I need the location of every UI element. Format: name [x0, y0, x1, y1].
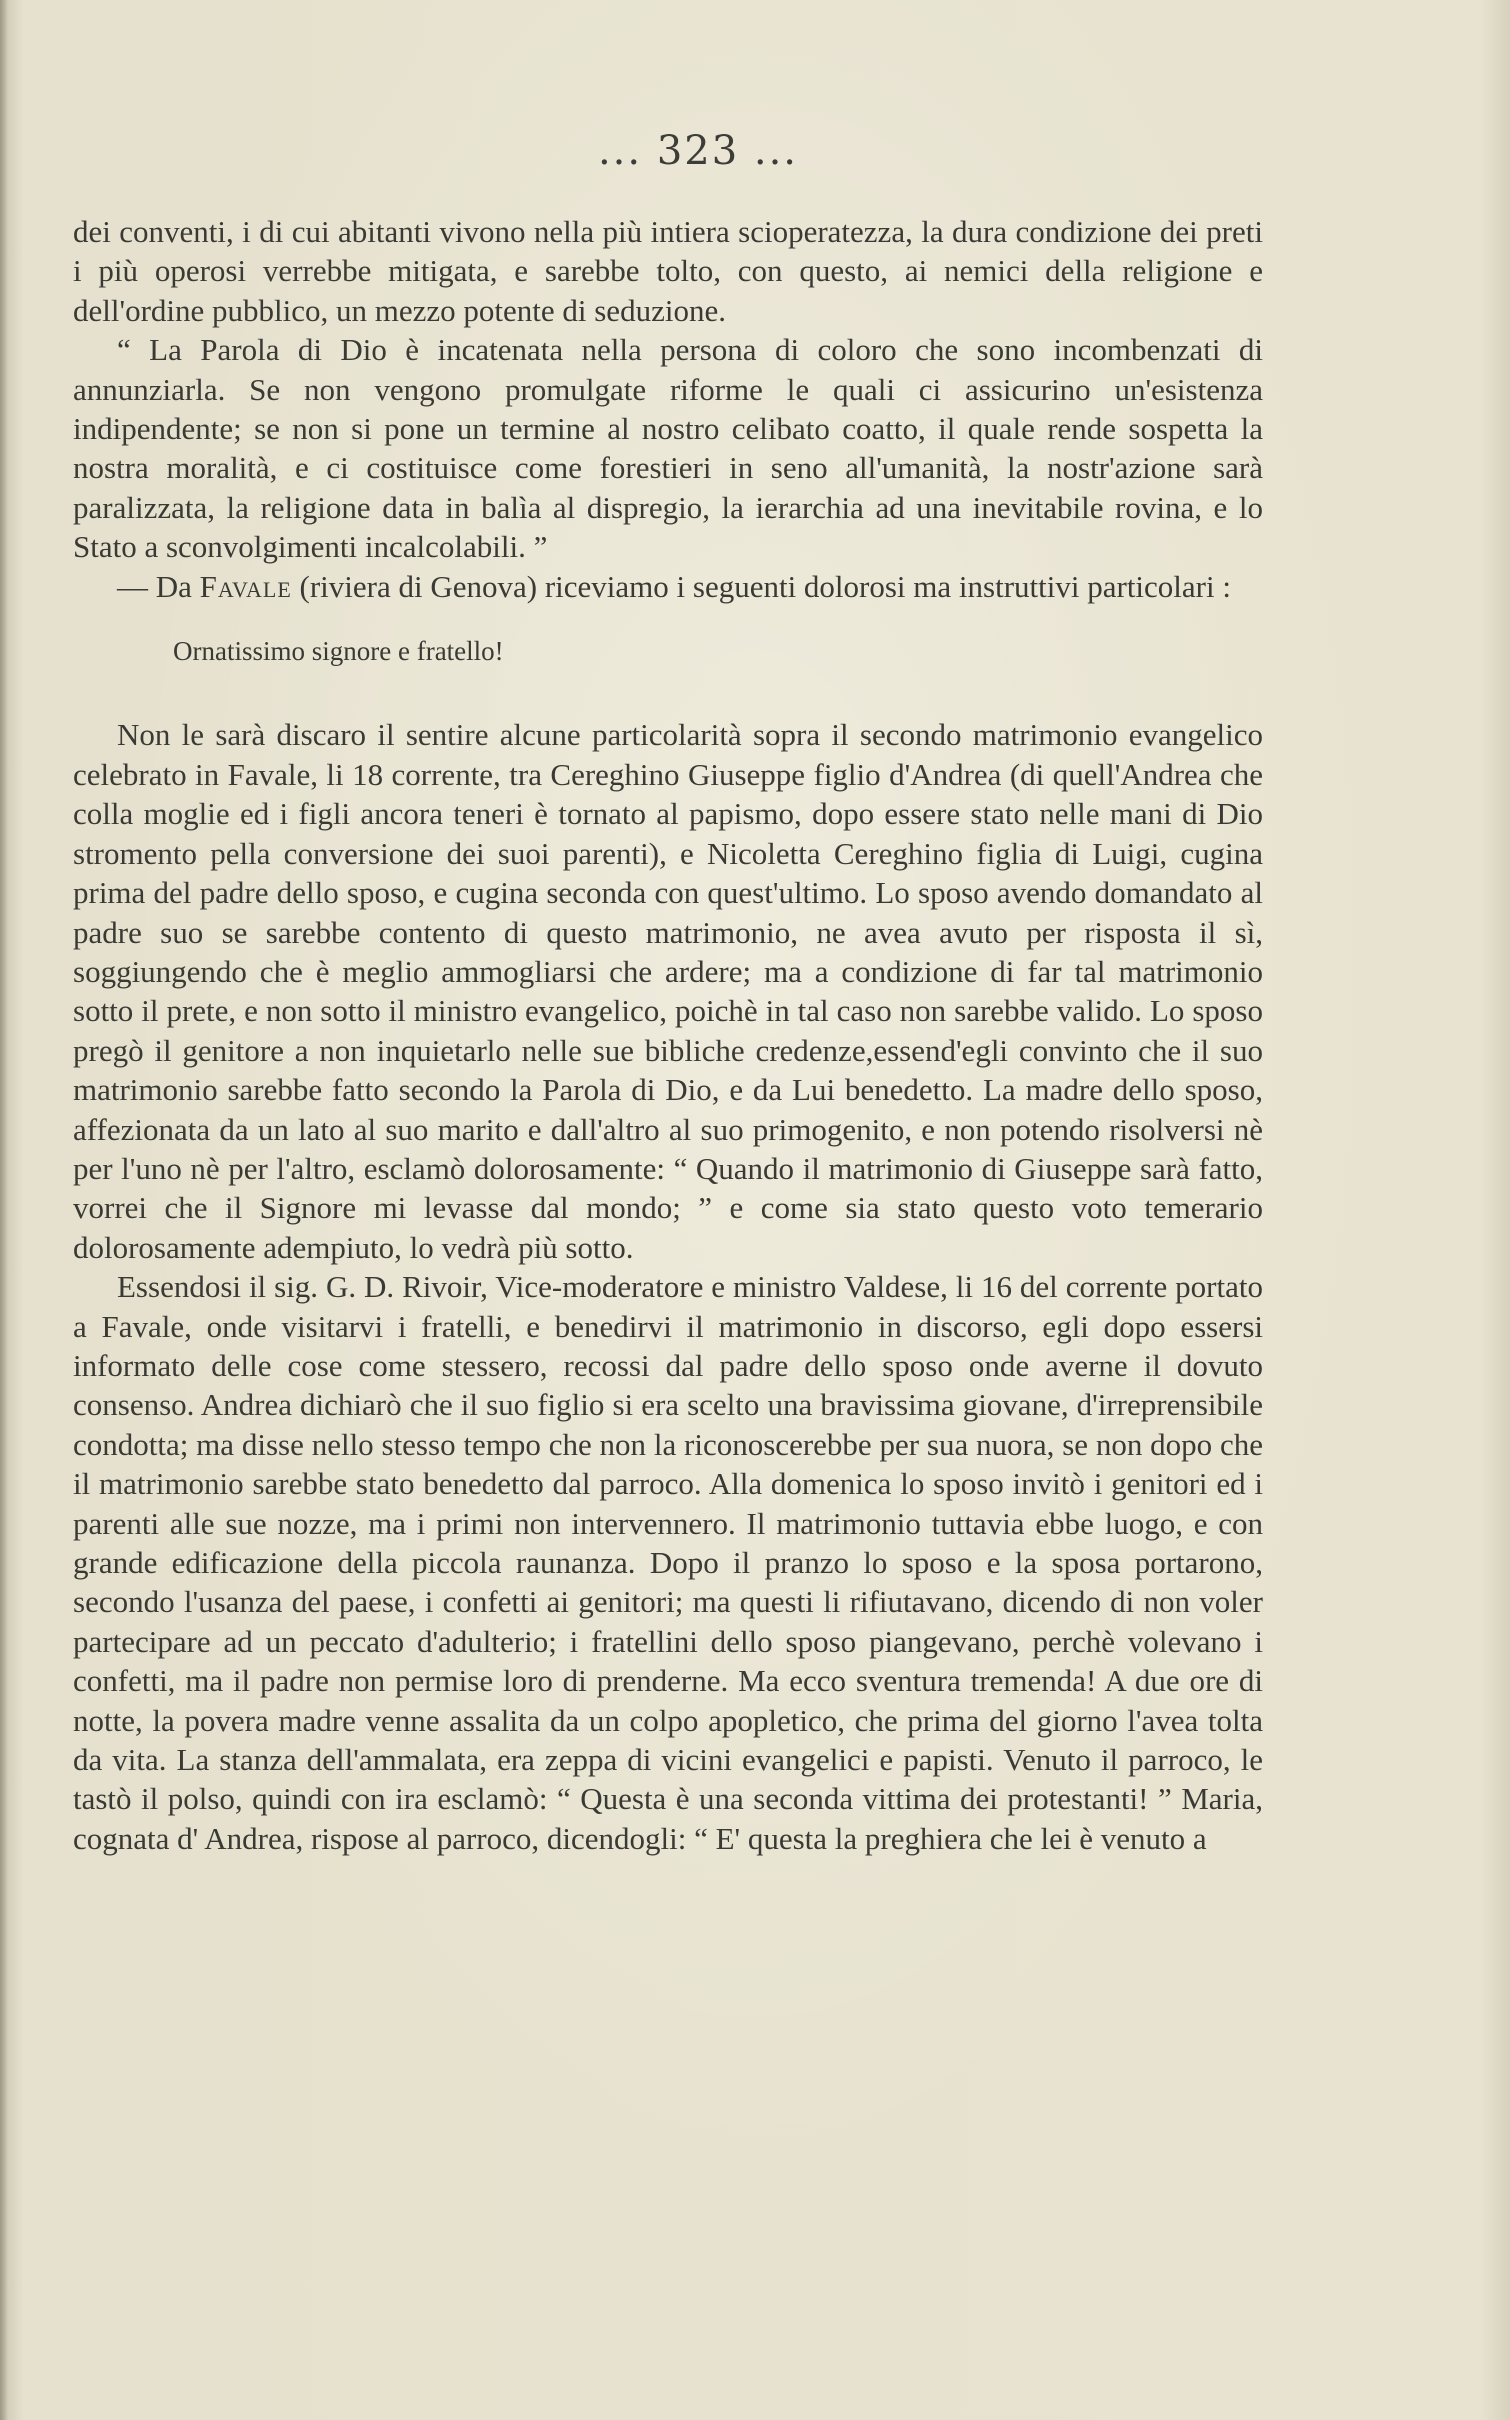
paragraph-favale-intro [73, 567, 1263, 606]
favale-intro-suffix: (riviera di Genova) riceviamo i seguenti dolorosi ma instruttivi particolari : [291, 568, 1231, 604]
document-page [73, 128, 1263, 1858]
paragraph-letter-rivoir: Essendosi il sig. G. D. Rivoir, Vice-moderatore e ministro Valdese, li 16 del corrente portato a Favale, onde visitarvi i fratelli, e benedirvi il matrimonio in discorso, egli dopo essersi informato delle cose come stessero, recossi dal padre dello sposo onde averne il dovuto consenso. Andrea dichiarò che il suo figlio si era scelto una bravissima giovane, d'irreprensibile condotta; ma disse nello stesso tempo che non la riconoscerebbe per sua nuora, se non dopo che il matrimonio sarebbe stato benedetto dal parroco. Alla domenica lo sposo invitò i genitori ed i parenti alle sue nozze, ma i primi non intervennero. Il matrimonio tuttavia ebbe luogo, e con grande edificazione della piccola raunanza. Dopo il pranzo lo sposo e la sposa portarono, secondo l'usanza del paese, i confetti ai genitori; ma questi li rifiutavano, dicendo di non voler partecipare ad un peccato d'adulterio; i fratellini dello sposo piangevano, perchè volevano i confetti, ma il padre non permise loro di prenderne. Ma ecco sventura tremenda! A due ore di notte, la povera madre venne assalita da un colpo apopletico, che prima del giorno l'avea tolta da vita. La stanza dell'ammalata, era zeppa di vicini evangelici e papisti. Venuto il parroco, le tastò il polso, quindi con ira esclamò: “ Questa è una seconda vittima dei protestanti! ” Maria, cognata d' Andrea, rispose al parroco, dicendogli: “ E' questa la preghiera che lei è venuto a [73, 1269, 1263, 1856]
paragraph-letter-matrimonio: Non le sarà discaro il sentire alcune particolarità sopra il secondo matrimonio evangelico celebrato in Favale, li 18 corrente, tra Cereghino Giuseppe figlio d'Andrea (di quell'Andrea che colla moglie ed i figli ancora teneri è tornato al papismo, dopo essere stato nelle mani di Dio stromento pella conversione dei suoi parenti), e Nicoletta Cereghino figlia di Luigi, cugina prima del padre dello sposo, e cugina seconda con quest'ultimo. Lo sposo avendo domandato al padre suo se sarebbe contento di questo matrimonio, ne avea avuto per risposta il sì, soggiungendo che è meglio ammogliarsi che ardere; ma a condizione di far tal matrimonio sotto il prete, e non sotto il ministro evangelico, poichè in tal caso non sarebbe valido. Lo sposo pregò il genitore a non inquietarlo nelle sue bibliche credenze,essend'egli convinto che il suo matrimonio sarebbe fatto secondo la Parola di Dio, e da Lui benedetto. La madre dello sposo, affezionata da un lato al suo marito e dall'altro al suo primogenito, e non potendo risolversi nè per l'uno nè per l'altro, esclamò dolorosamente: “ Quando il matrimonio di Giuseppe sarà fatto, vorrei che il Signore mi levasse dal mondo; ” e come sia stato questo voto temerario dolorosamente adempiuto, lo vedrà più sotto. [73, 717, 1263, 1265]
place-name-favale: Favale [199, 568, 292, 604]
book-spine-shadow [0, 0, 8, 2420]
favale-intro-prefix: — Da [117, 568, 200, 604]
letter-salutation: Ornatissimo signore e fratello! [173, 636, 504, 667]
paragraph-conventi: dei conventi, i di cui abitanti vivono nella più intiera scioperatezza, la dura condizione dei preti i più operosi verrebbe mitigata, e sarebbe tolto, con questo, ai nemici della religione e dell'ordine pubblico, un mezzo potente di seduzione. [73, 214, 1263, 328]
paragraph-parola-di-dio: “ La Parola di Dio è incatenata nella persona di coloro che sono incombenzati di annunziarla. Se non vengono promulgate riforme le quali ci assicurino un'esistenza indipendente; se non si pone un termine al nostro celibato coatto, il quale rende sospetta la nostra moralità, e ci costituisce come forestieri in seno all'umanità, la nostr'azione sarà paralizzata, la religione data in balìa al dispregio, la ierarchia ad una inevitabile rovina, e lo Stato a sconvolgimenti incalcolabili. ” [73, 332, 1263, 565]
page-number: ... 323 ... [597, 128, 799, 174]
